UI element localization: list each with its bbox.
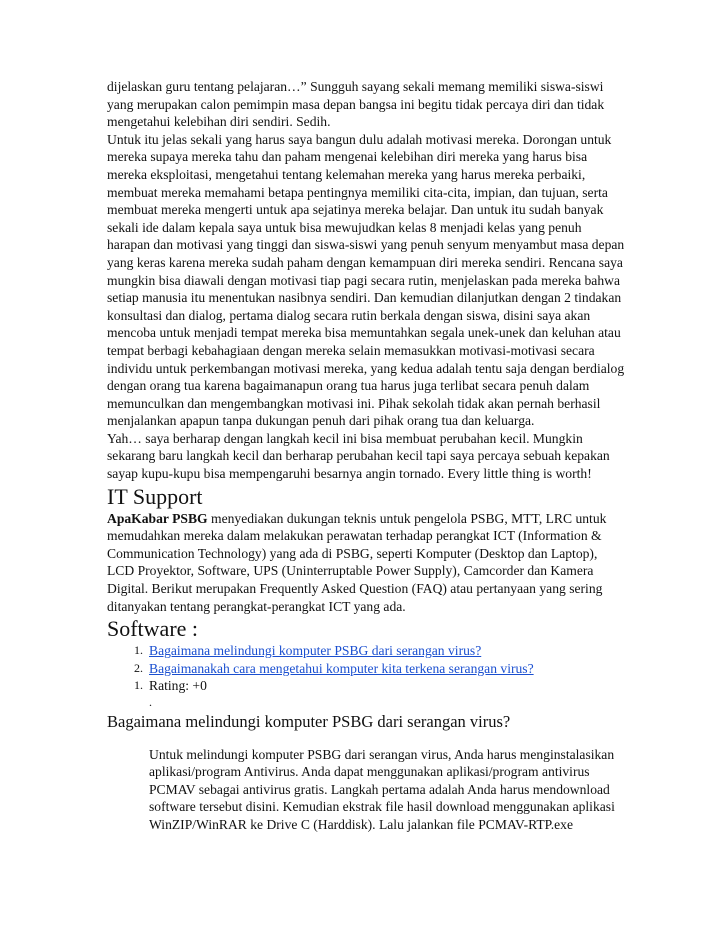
intro-paragraph-2: Untuk itu jelas sekali yang harus saya bangun dulu adalah motivasi mereka. Dorongan untuk mereka supaya mereka tahu dan paham mengenai kelebihan diri mereka yang harus bisa mereka eksploitasi, mengetahui tentang kelemahan mereka yang harus mereka perbaiki, membuat mereka memahami betapa pentingnya memiliki cita-cita, impian, dan tujuan, serta membuat mereka mengerti untuk apa sejatinya mereka belajar. Dan untuk itu sudah banyak sekali ide dalam kepala saya untuk bisa mewujudkan kelas 8 menjadi kelas yang penuh harapan dan motivasi yang tinggi dan siswa-siswi yang penuh senyum menyambut masa depan yang keras karena mereka sudah paham dengan kemampuan diri mereka sendiri. Rencana saya mungkin bisa diawali dengan motivasi tiap pagi secara rutin, menjelaskan pada mereka bahwa setiap manusia itu menentukan nasibnya sendiri. Dan kemudian dilanjutkan dengan 2 tindakan konsultasi dan dialog, pertama dialog secara rutin berkala dengan siswa, disini saya akan mencoba untuk menjadi tempat mereka bisa memuntahkan segala unek-unek dan keluhan atau tempat berbagi kebahagiaan dengan mereka selain memasukkan motivasi-motivasi secara individu untuk perkembangan motivasi mereka, yang kedua adalah tentu saja dengan berdialog dengan orang tua karena bagaimanapun orang tua harus juga terlibat secara penuh dalam memunculkan dan mengembangkan motivasi ini. Pihak sekolah tidak akan pernah berhasil menjalankan apapun tanpa dukungan penuh dari pihak orang tua dan keluarga.	[107, 131, 625, 429]
intro-paragraph-3: Yah… saya berharap dengan langkah kecil ini bisa membuat perubahan kecil. Mungkin sekarang baru langkah kecil dan berharap perubahan kecil tapi saya percaya sebuah kepakan sayap kupu-kupu bisa mempengaruhi besarnya angin tornado. Every little thing is worth!	[107, 430, 610, 482]
list-item	[107, 660, 627, 678]
list-number: 1.	[134, 678, 143, 693]
faq-answer: Untuk melindungi komputer PSBG dari serangan virus, Anda harus menginstalasikan aplikasi/program Antivirus. Anda dapat menggunakan aplikasi/program antivirus PCMAV sebagai antivirus gratis. Langkah pertama adalah Anda harus mendownload software tersebut disini. Kemudian ekstrak file hasil download menggunakan aplikasi WinZIP/WinRAR ke Drive C (Harddisk). Lalu jalankan file PCMAV-RTP.exe	[149, 746, 615, 832]
document-page	[107, 78, 627, 847]
rating-list	[107, 677, 627, 695]
it-support-body: menyediakan dukungan teknis untuk pengelola PSBG, MTT, LRC untuk memudahkan mereka dalam melakukan perawatan terhadap perangkat ICT (Information & Communication Technology) yang ada di PSBG, seperti Komputer (Desktop dan Laptop), LCD Proyektor, Software, UPS (Uninterruptable Power Supply), Camcorder dan Kamera Digital. Berikut merupakan Frequently Asked Question (FAQ) atau pertanyaan yang sering ditanyakan tentang perangkat-perangkat ICT yang ada.	[107, 510, 607, 614]
faq-link-list	[107, 642, 627, 677]
list-number: 1.	[134, 643, 143, 658]
rating-text: Rating: +0	[149, 678, 207, 694]
intro-paragraph-1: dijelaskan guru tentang pelajaran…” Sungguh sayang sekali memang memiliki siswa-siswi yang merupakan calon pemimpin masa depan bangsa ini begitu tidak percaya diri dan tidak mengetahui kelebihan diri sendiri. Sedih.	[107, 79, 605, 130]
software-heading: Software :	[107, 616, 199, 642]
faq-link-virus-detection[interactable]: Bagaimanakah cara mengetahui komputer kita terkena serangan virus?	[149, 660, 534, 676]
faq-question-heading: Bagaimana melindungi komputer PSBG dari serangan virus?	[107, 712, 511, 731]
list-item	[107, 642, 627, 660]
faq-link-virus-protection[interactable]: Bagaimana melindungi komputer PSBG dari serangan virus?	[149, 643, 482, 659]
it-support-paragraph	[107, 510, 627, 616]
brand-name: ApaKabar PSBG	[107, 510, 208, 526]
list-dot: .	[149, 695, 152, 709]
list-item	[107, 677, 627, 695]
it-support-heading: IT Support	[107, 483, 203, 509]
list-number: 2.	[134, 660, 143, 675]
